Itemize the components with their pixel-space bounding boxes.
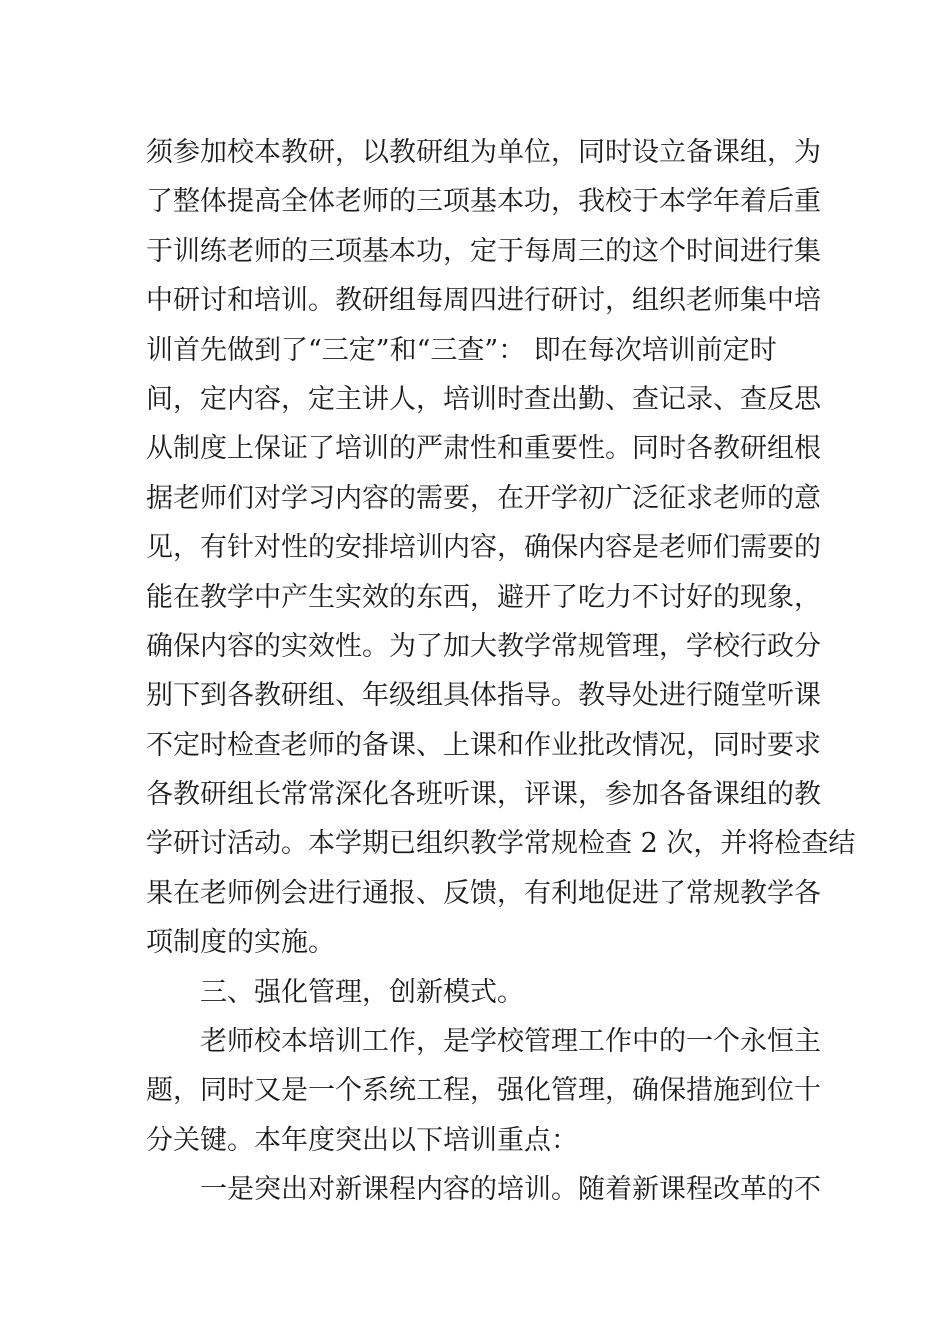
text-line: 别下到各教研组、年级组具体指导。教导处进行随堂听课 xyxy=(146,680,821,712)
text-line: 间，定内容，定主讲人，培训时查出勤、查记录、查反思 xyxy=(146,383,821,415)
text-line: 确保内容的实效性。为了加大教学常规管理，学校行政分 xyxy=(146,630,821,662)
text-line: 据老师们对学习内容的需要，在开学初广泛征求老师的意 xyxy=(146,482,821,514)
text-line: 训首先做到了“三定”和“三查”： 即在每次培训前定时 xyxy=(146,334,777,366)
text-line: 了整体提高全体老师的三项基本功，我校于本学年着后重 xyxy=(146,186,821,218)
text-line: 从制度上保证了培训的严肃性和重要性。同时各教研组根 xyxy=(146,433,821,465)
text-line: 学研讨活动。本学期已组织教学常规检查 2 次，并将检查结 xyxy=(146,828,856,860)
text-line: 一是突出对新课程内容的培训。随着新课程改革的不 xyxy=(200,1174,821,1206)
text-line: 果在老师例会进行通报、反馈，有利地促进了常规教学各 xyxy=(146,877,821,909)
text-line: 分关键。本年度突出以下培训重点： xyxy=(146,1124,578,1156)
text-line: 各教研组长常常深化各班听课，评课，参加各备课组的教 xyxy=(146,779,821,811)
text-line: 见，有针对性的安排培训内容，确保内容是老师们需要的 xyxy=(146,532,821,564)
section-heading: 三、强化管理，创新模式。 xyxy=(200,976,524,1008)
body-text xyxy=(146,128,856,1215)
text-line: 不定时检查老师的备课、上课和作业批改情况，同时要求 xyxy=(146,729,821,761)
text-line: 于训练老师的三项基本功，定于每周三的这个时间进行集 xyxy=(146,235,821,267)
text-line: 须参加校本教研，以教研组为单位，同时设立备课组，为 xyxy=(146,137,821,168)
text-line: 能在教学中产生实效的东西，避开了吃力不讨好的现象， xyxy=(146,581,821,613)
text-line: 题，同时又是一个系统工程，强化管理，确保措施到位十 xyxy=(146,1075,821,1107)
text-line: 项制度的实施。 xyxy=(146,927,335,959)
text-line: 中研讨和培训。教研组每周四进行研讨，组织老师集中培 xyxy=(146,285,821,317)
text-line: 老师校本培训工作，是学校管理工作中的一个永恒主 xyxy=(200,1026,821,1058)
